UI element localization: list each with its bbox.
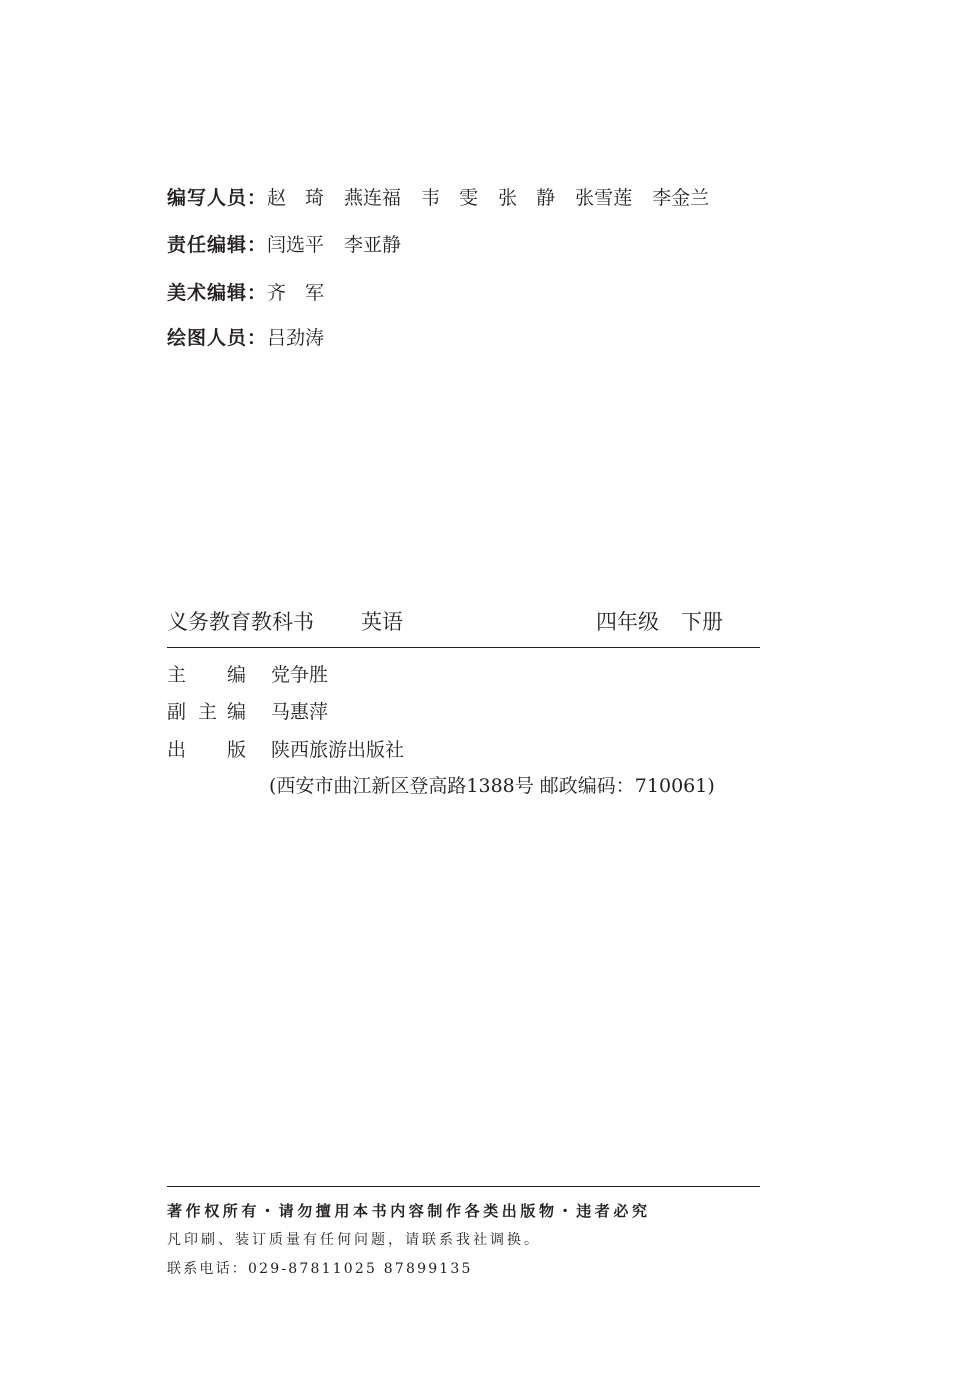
- credit-names: [267, 327, 344, 349]
- publisher-name: 陕西旅游出版社: [271, 739, 405, 761]
- credit-label: 责任编辑：: [167, 234, 268, 256]
- book-title-row: [167, 606, 760, 634]
- credit-label: 编写人员：: [167, 187, 268, 209]
- credit-label: 绘图人员：: [167, 327, 268, 349]
- book-series: 义务教育教科书: [167, 610, 314, 634]
- credit-name: 张 静: [498, 187, 556, 209]
- book-volume: 下册: [681, 610, 723, 634]
- credit-name: 李金兰: [652, 187, 710, 209]
- credit-name: 张雪莲: [575, 187, 633, 209]
- contact-phone: 联系电话：029-87811025 87899135: [167, 1261, 473, 1277]
- footer-divider-rule: [167, 1186, 760, 1187]
- pub-label-char: 出: [167, 739, 187, 761]
- copyright-notice: 著作权所有・请勿擅用本书内容制作各类出版物・违者必究: [167, 1202, 651, 1220]
- credit-names: [267, 187, 709, 209]
- credit-row-writers: [167, 186, 709, 210]
- quality-notice: 凡印刷、装订质量有任何问题，请联系我社调换。: [167, 1232, 541, 1248]
- pub-label-char: 主: [198, 701, 218, 723]
- pub-label-char: 编: [227, 701, 247, 723]
- credit-name: 韦 雯: [421, 187, 479, 209]
- credit-name: 赵 琦: [267, 187, 325, 209]
- credit-names: [267, 282, 344, 304]
- credit-row-art-editor: [167, 281, 344, 305]
- book-subject: 英语: [361, 610, 403, 634]
- divider-rule: [167, 647, 760, 648]
- deputy-editor-name: 马惠萍: [271, 701, 329, 723]
- credit-name: 燕连福: [344, 187, 402, 209]
- credit-row-illustrator: [167, 326, 344, 350]
- chief-editor-name: 党争胜: [271, 664, 329, 686]
- credit-name: 齐 军: [267, 282, 325, 304]
- credit-name: 闫选平: [267, 234, 325, 256]
- pub-label-char: 版: [227, 739, 247, 761]
- credit-name: 吕劲涛: [267, 327, 325, 349]
- book-grade: 四年级: [596, 610, 659, 634]
- credit-name: 李亚静: [344, 234, 402, 256]
- credit-names: [267, 234, 421, 256]
- credit-row-responsible-editors: [167, 233, 421, 257]
- publisher-address: (西安市曲江新区登高路1388号 邮政编码：710061): [269, 775, 715, 797]
- pub-label-char: 主: [167, 664, 187, 686]
- credit-label: 美术编辑：: [167, 282, 268, 304]
- pub-label-char: 副: [167, 701, 187, 723]
- pub-label-char: 编: [227, 664, 247, 686]
